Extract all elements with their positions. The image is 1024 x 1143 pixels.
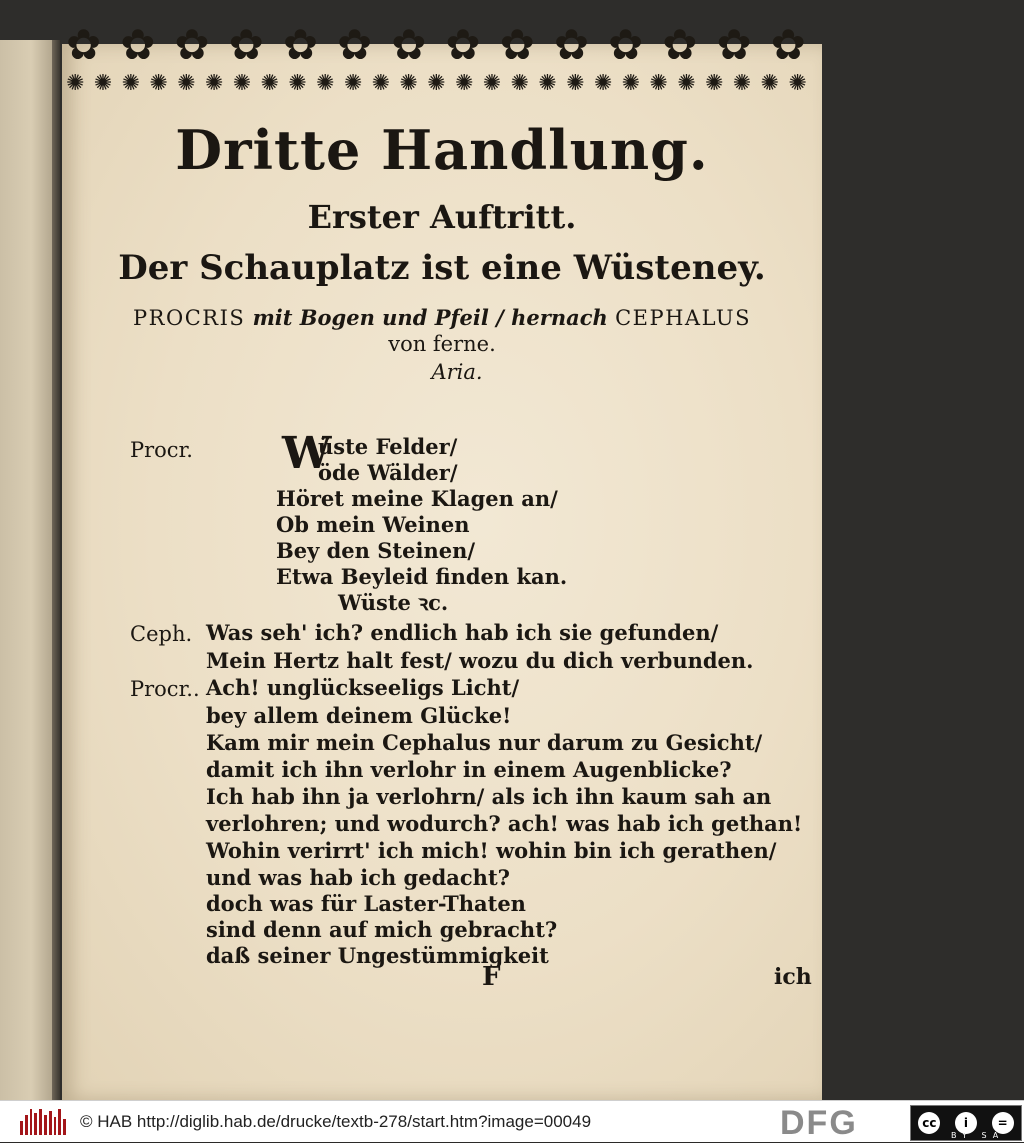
rosette-ornament-icon: ✺ xyxy=(538,71,556,96)
hab-logo-bar xyxy=(54,1117,57,1135)
catchword: ich xyxy=(774,964,812,990)
rosette-ornament-icon: ✺ xyxy=(204,71,223,96)
previous-page-edge xyxy=(0,40,52,1100)
verse-line: damit ich ihn verlohr in einem Augenblicke? xyxy=(206,757,732,782)
flower-ornament-icon: ✿ xyxy=(337,20,373,69)
cast-procris: PROCRIS xyxy=(133,306,246,330)
flower-ornament-icon: ✿ xyxy=(228,20,264,69)
verse-line: Kam mir mein Cephalus nur darum zu Gesicht/ xyxy=(206,730,763,755)
hab-logo-bar xyxy=(25,1115,28,1135)
rosette-ornament-icon: ✺ xyxy=(316,71,334,96)
cast-line xyxy=(62,306,822,330)
rosette-ornament-icon: ✺ xyxy=(482,71,501,96)
hab-logo-bar xyxy=(20,1121,23,1135)
rosette-ornament-icon: ✺ xyxy=(149,71,167,96)
speaker-procris-2: Procr.. xyxy=(130,677,200,701)
verse-line: daß seiner Ungestümmigkeit xyxy=(206,943,549,968)
flower-ornament-icon: ✿ xyxy=(662,20,698,69)
verse-line: Wohin verirrt' ich mich! wohin bin ich gerathen/ xyxy=(206,838,777,863)
flower-ornament-icon: ✿ xyxy=(66,20,102,69)
by-icon: i xyxy=(955,1112,977,1134)
verse-line: Bey den Steinen/ xyxy=(276,538,476,563)
hab-logo-bar xyxy=(58,1109,61,1135)
rosette-ornament-icon: ✺ xyxy=(93,71,112,96)
speaker-procris: Procr. xyxy=(130,438,193,462)
hab-logo-bar xyxy=(49,1111,52,1135)
hab-logo-bar xyxy=(30,1109,33,1135)
cc-icon: cc xyxy=(918,1112,940,1134)
verse-line: und was hab ich gedacht? xyxy=(206,865,510,890)
verse-line: Etwa Beyleid finden kan. xyxy=(276,564,568,589)
rosette-ornament-icon: ✺ xyxy=(427,71,445,96)
verse-line: bey allem deinem Glücke! xyxy=(206,703,512,728)
flower-ornament-icon: ✿ xyxy=(174,20,210,69)
verse-line: Ach! unglückseeligs Licht/ xyxy=(206,675,520,700)
rosette-ornament-icon: ✺ xyxy=(510,71,528,96)
rosette-ornament-icon: ✺ xyxy=(649,71,667,96)
hab-logo-bar xyxy=(39,1109,42,1135)
ornament-row-flowers xyxy=(66,20,806,70)
flower-ornament-icon: ✿ xyxy=(445,20,481,69)
license-label: BY SA xyxy=(951,1131,1005,1140)
verse-line: Höret meine Klagen an/ xyxy=(276,486,558,511)
verse-line: verlohren; und wodurch? ach! was hab ich gethan! xyxy=(206,811,803,836)
verse-line: öde Wälder/ xyxy=(318,460,458,485)
verse-line: Ich hab ihn ja verlohrn/ als ich ihn kaum sah an xyxy=(206,784,772,809)
speaker-cephalus: Ceph. xyxy=(130,622,193,646)
signature-mark: F xyxy=(482,962,501,992)
cc-license-badge[interactable] xyxy=(910,1105,1022,1141)
rosette-ornament-icon: ✺ xyxy=(732,71,751,96)
rosette-ornament-icon: ✺ xyxy=(121,71,139,96)
rosette-ornament-icon: ✺ xyxy=(343,71,362,96)
flower-ornament-icon: ✿ xyxy=(608,20,644,69)
copyright-link[interactable]: © HAB http://diglib.hab.de/drucke/textb-278/start.htm?image=00049 xyxy=(80,1111,592,1131)
flower-ornament-icon: ✿ xyxy=(499,20,535,69)
flower-ornament-icon: ✿ xyxy=(716,20,752,69)
scene-subheading: Erster Auftritt. xyxy=(307,198,577,236)
rosette-ornament-icon: ✺ xyxy=(677,71,695,96)
verse-line: doch was für Laster-Thaten xyxy=(206,891,526,916)
cast-direction: mit Bogen und Pfeil / hernach xyxy=(245,305,616,330)
aria-label: Aria. xyxy=(431,360,483,384)
scene-setting: Der Schauplatz ist eine Wüsteney. xyxy=(118,248,766,288)
rosette-ornament-icon: ✺ xyxy=(177,71,195,96)
rosette-ornament-icon: ✺ xyxy=(788,71,806,96)
rosette-ornament-icon: ✺ xyxy=(621,71,640,96)
cast-line-2: von ferne. xyxy=(388,332,496,356)
rosette-ornament-icon: ✺ xyxy=(260,71,278,96)
dfg-logo[interactable]: DFG xyxy=(780,1104,858,1142)
hab-logo-bar xyxy=(34,1113,37,1135)
verse-line: Wüste ꝛc. xyxy=(338,590,449,615)
rosette-ornament-icon: ✺ xyxy=(66,71,84,96)
rosette-ornament-icon: ✺ xyxy=(454,71,473,96)
viewer-footer-bar xyxy=(0,1100,1024,1142)
rosette-ornament-icon: ✺ xyxy=(232,71,251,96)
flower-ornament-icon: ✿ xyxy=(391,20,427,69)
verse-line: üste Felder/ xyxy=(318,434,458,459)
flower-ornament-icon: ✿ xyxy=(282,20,319,69)
rosette-ornament-icon: ✺ xyxy=(371,71,390,96)
flower-ornament-icon: ✿ xyxy=(553,20,590,69)
rosette-ornament-icon: ✺ xyxy=(288,71,306,96)
rosette-ornament-icon: ✺ xyxy=(399,71,417,96)
flower-ornament-icon: ✿ xyxy=(120,20,156,69)
rosette-ornament-icon: ✺ xyxy=(760,71,778,96)
rosette-ornament-icon: ✺ xyxy=(566,71,584,96)
book-gutter xyxy=(52,40,60,1100)
rosette-ornament-icon: ✺ xyxy=(704,71,723,96)
cast-cephalus: CEPHALUS xyxy=(615,306,751,330)
verse-line: Mein Hertz halt fest/ wozu du dich verbunden. xyxy=(206,648,754,673)
act-heading: Dritte Handlung. xyxy=(175,118,709,182)
verse-line: Was seh' ich? endlich hab ich sie gefunden/ xyxy=(206,620,719,645)
ornament-row-rosettes xyxy=(66,70,806,98)
hab-logo-bar xyxy=(63,1119,66,1135)
rosette-ornament-icon: ✺ xyxy=(593,71,612,96)
verse-line: Ob mein Weinen xyxy=(276,512,470,537)
flower-ornament-icon: ✿ xyxy=(770,20,806,69)
verse-line: sind denn auf mich gebracht? xyxy=(206,917,558,942)
hab-logo-bar xyxy=(44,1115,47,1135)
sa-icon: = xyxy=(992,1112,1014,1134)
hab-logo-icon xyxy=(20,1109,66,1135)
drop-initial: W xyxy=(282,428,332,479)
